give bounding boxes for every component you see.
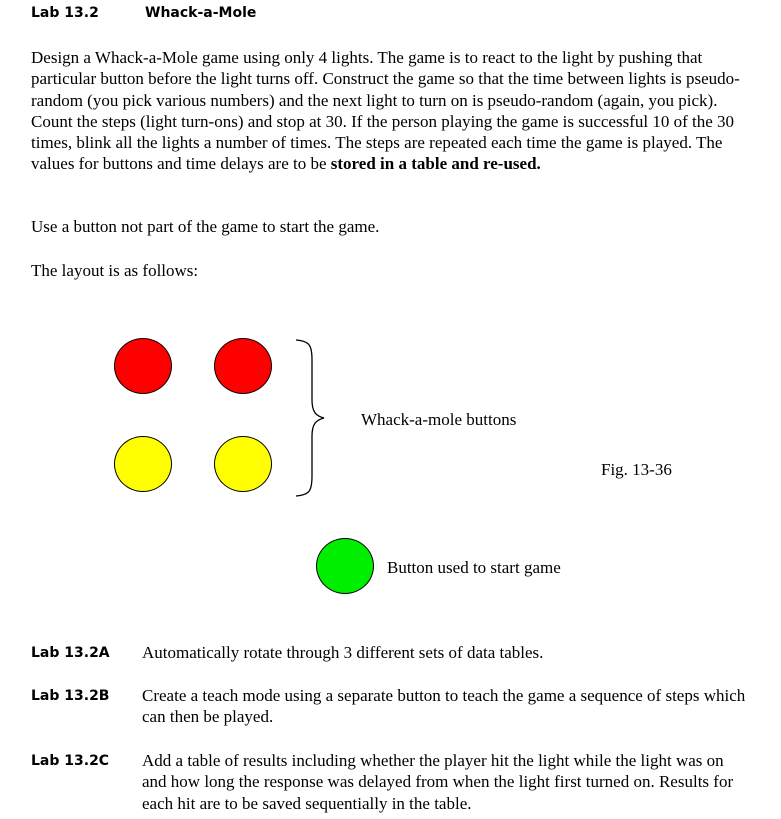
whack-buttons-label: Whack-a-mole buttons [361,410,517,429]
light-bottom-right [214,436,272,492]
layout-intro: The layout is as follows: [31,261,199,280]
sublab-b-id: Lab 13.2B [31,688,110,704]
lab-number: Lab 13.2 [31,5,99,21]
light-bottom-left [114,436,172,492]
sublab-c-text: Add a table of results including whether the player hit the light while the light was on and how long the response was delayed from when the light first turned on. Results for each hit are to be saved sequentially in the table. [142,751,734,813]
sublab-a-id: Lab 13.2A [31,645,110,661]
light-top-left [114,338,172,394]
start-button-label: Button used to start game [387,558,561,577]
sublab-b-text: Create a teach mode using a separate button to teach the game a sequence of steps which can then be played. [142,686,746,727]
intro-paragraph [31,47,743,175]
intro-paragraph-text: Design a Whack-a-Mole game using only 4 lights. The game is to react to the light by pushing that particular button before the light turns off. Construct the game so that the time between lights is pseudo-random (you pick various numbers) and the next light to turn on is pseudo-random (again, you pick). Count the steps (light turn-ons) and stop at 30. If the person playing the game is successful 10 of the 30 times, blink all the lights a number of times. The steps are repeated each time the game is played. The values for buttons and time delays are to be [31,48,740,174]
sublab-a-text: Automatically rotate through 3 different sets of data tables. [142,643,544,662]
start-button-light [316,538,374,594]
lab-title: Whack-a-Mole [145,5,257,21]
intro-paragraph-bold: stored in a table and re-used. [330,154,541,174]
sublab-c-id: Lab 13.2C [31,753,110,769]
start-instruction: Use a button not part of the game to start the game. [31,217,380,236]
curly-brace-icon [292,338,332,498]
light-top-right [214,338,272,394]
figure-caption: Fig. 13-36 [601,460,672,479]
